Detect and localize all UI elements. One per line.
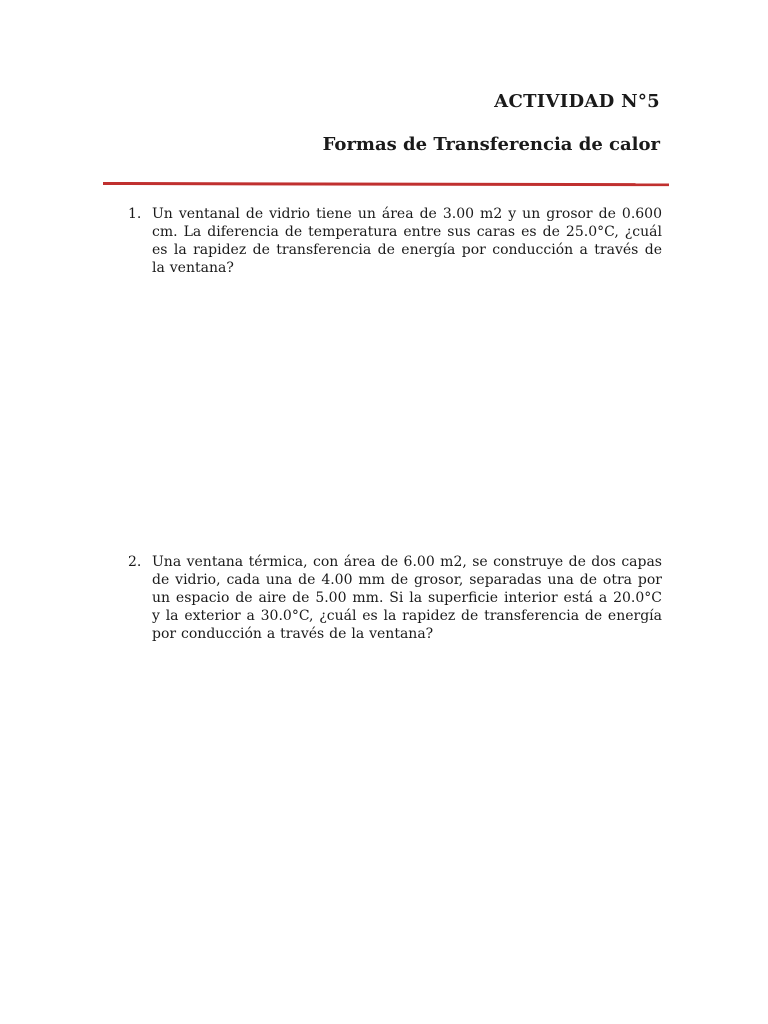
page-subtitle: Formas de Transferencia de calor: [322, 134, 660, 155]
title-divider: [103, 182, 669, 186]
question-item: [128, 553, 662, 643]
question-number: 2.: [128, 554, 142, 570]
page-title: ACTIVIDAD N°5: [494, 91, 660, 112]
question-item: [128, 205, 662, 277]
question-number: 1.: [128, 206, 142, 222]
question-text: Una ventana térmica, con área de 6.00 m2, se construye de dos capas de vidrio, cada una de 4.00 mm de grosor, separadas una de otra por un espacio de aire de 5.00 mm. Si la superficie interior está a 20.0°C y la exterior a 30.0°C, ¿cuál es la rapidez de transferencia de energía por conducción a través de la ventana?: [152, 554, 662, 642]
question-text: Un ventanal de vidrio tiene un área de 3.00 m2 y un grosor de 0.600 cm. La diferencia de temperatura entre sus caras es de 25.0°C, ¿cuál es la rapidez de transferencia de energía por conducción a través de la ventana?: [152, 206, 662, 276]
